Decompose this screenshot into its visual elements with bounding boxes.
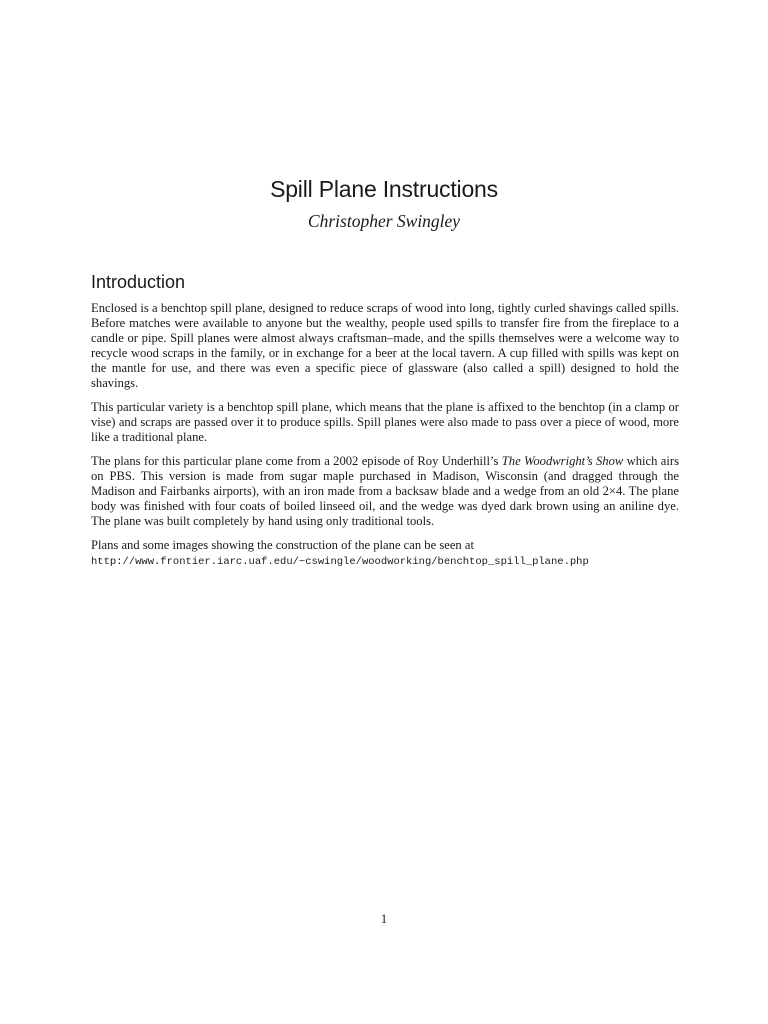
paragraph-3-text-start: The plans for this particular plane come from a 2002 episode of Roy Underhill’s	[91, 454, 502, 468]
plans-url-link[interactable]: http://www.frontier.iarc.uaf.edu/~cswingle/woodworking/benchtop_spill_plane.php	[91, 556, 589, 568]
paragraph-2: This particular variety is a benchtop spill plane, which means that the plane is affixed to the benchtop (in a clamp or vise) and scraps are passed over it to produce spills. Spill planes were also made to pass over a piece of wood, more like a traditional plane.	[91, 400, 679, 444]
paragraph-3-text-end: which airs on PBS. This version is made from sugar maple purchased in Madison, Wisconsin (and dragged through the Madison and Fairbanks airports), with an iron made from a backsaw blade and a wedge from an old 2×4. The plane body was finished with four coats of boiled linseed oil, and the wedge was dyed dark brown using an aniline dye. The plane was built completely by hand using only traditional tools.	[91, 454, 679, 528]
document-title: Spill Plane Instructions	[270, 176, 498, 202]
paragraph-1: Enclosed is a benchtop spill plane, designed to reduce scraps of wood into long, tightly curled shavings called spills. Before matches were available to anyone but the wealthy, people used spills to transfer fire from the fireplace to a candle or pipe. Spill planes were almost always craftsman–made, and the spills themselves were a welcome way to recycle wood scraps in the family, or in exchange for a beer at the local tavern. A cup filled with spills was kept on the mantle for use, and there was even a specific piece of glassware (also called a spill) designed to hold the shavings.	[91, 301, 679, 390]
paragraph-4-text: Plans and some images showing the construction of the plane can be seen at	[91, 538, 474, 552]
paragraph-3	[91, 454, 679, 529]
show-title: The Woodwright’s Show	[501, 454, 624, 468]
author-name: Christopher Swingley	[307, 211, 461, 231]
page-number: 1	[380, 912, 388, 926]
section-heading: Introduction	[91, 272, 186, 292]
body-text	[91, 301, 679, 579]
paragraph-4	[91, 538, 679, 570]
